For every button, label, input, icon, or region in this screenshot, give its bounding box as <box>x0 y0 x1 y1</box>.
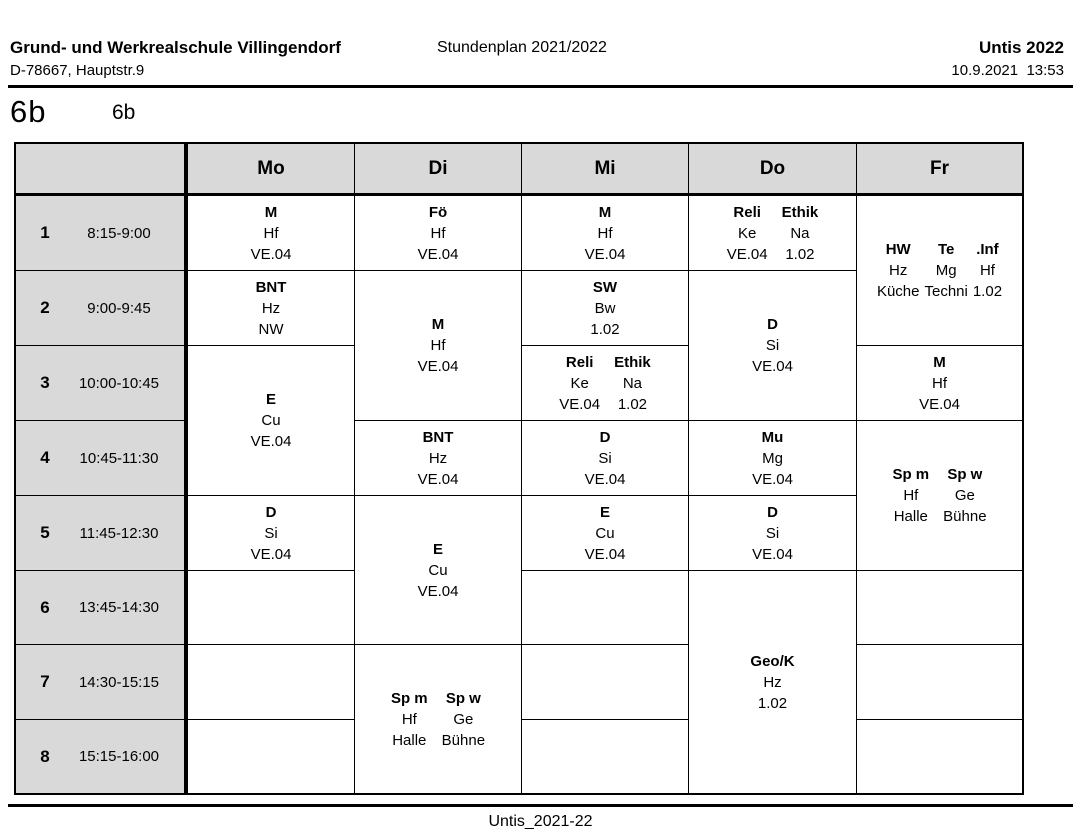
lesson-group <box>973 239 1002 302</box>
lesson-cell-do-5 <box>689 496 857 571</box>
period-time: 14:30-15:15 <box>78 673 160 691</box>
lesson-cell-do-1 <box>689 196 857 271</box>
lesson-subject: E <box>599 503 610 521</box>
lesson-subject: E <box>265 391 276 408</box>
lesson-group <box>919 352 960 415</box>
lesson-subject: D <box>767 316 778 333</box>
lesson-group <box>752 314 793 377</box>
lesson-subject: Reli <box>733 203 761 221</box>
day-header-mi: Mi <box>522 144 689 196</box>
lesson-room: VE.04 <box>417 245 459 263</box>
lesson-group <box>251 202 292 265</box>
period-number: 3 <box>40 373 50 392</box>
lesson-cell-mo-2 <box>188 271 355 346</box>
lesson-content <box>590 277 619 340</box>
lesson-teacher: Hf <box>401 710 417 728</box>
lesson-subject: Mu <box>761 428 784 446</box>
day-header-fr: Fr <box>857 144 1022 196</box>
school-address: D-78667, Hauptstr.9 <box>10 62 145 79</box>
period-number: 6 <box>40 597 50 617</box>
lesson-teacher: Mg <box>762 449 783 467</box>
lesson-content <box>752 314 793 377</box>
lesson-cell-fr-3 <box>857 346 1022 421</box>
lesson-teacher: Hz <box>261 299 281 317</box>
lesson-room: 1.02 <box>590 320 620 338</box>
lesson-content <box>877 239 1002 302</box>
lesson-subject: M <box>598 203 612 221</box>
lesson-cell-mi-5 <box>522 496 689 571</box>
lesson-teacher: Si <box>598 449 612 467</box>
lesson-content <box>418 202 459 265</box>
lesson-group <box>256 277 287 340</box>
lesson-content <box>752 502 793 565</box>
lesson-teacher: Ke <box>737 224 757 242</box>
lesson-teacher: Hf <box>903 487 919 504</box>
lesson-teacher: Mg <box>935 262 957 279</box>
lesson-room: Bühne <box>943 508 987 525</box>
lesson-group <box>892 464 929 527</box>
header-rule <box>8 85 1073 88</box>
period-cell-8 <box>16 720 188 793</box>
lesson-room: 1.02 <box>757 694 788 712</box>
lesson-room: VE.04 <box>417 358 459 375</box>
lesson-group <box>782 202 819 265</box>
lesson-content <box>585 427 626 490</box>
empty-cell <box>522 571 689 645</box>
timetable-grid <box>14 142 1024 795</box>
lesson-cell-mo-5 <box>188 496 355 571</box>
lesson-cell-do-4 <box>689 421 857 496</box>
lesson-subject: M <box>933 353 946 371</box>
lesson-group <box>442 688 485 751</box>
period-cell-1 <box>16 196 188 271</box>
empty-cell <box>857 571 1022 645</box>
plan-title: Stundenplan 2021/2022 <box>437 39 607 56</box>
lesson-room: VE.04 <box>250 545 292 563</box>
app-title: Untis 2022 <box>978 38 1064 57</box>
empty-cell <box>522 645 689 720</box>
lesson-teacher: Si <box>264 524 278 542</box>
lesson-subject: SW <box>592 278 618 296</box>
period-number: 4 <box>40 448 50 467</box>
period-cell-4 <box>16 421 188 496</box>
school-name: Grund- und Werkrealschule Villingendorf <box>10 38 341 57</box>
lesson-teacher: Cu <box>428 561 448 579</box>
lesson-subject: Sp m <box>390 689 428 707</box>
lesson-room: VE.04 <box>417 582 459 600</box>
lesson-group <box>559 352 600 415</box>
lesson-group <box>418 202 459 265</box>
lesson-subject: D <box>265 503 277 521</box>
lesson-cell-mi-1 <box>522 196 689 271</box>
lesson-group <box>251 502 292 565</box>
lesson-cell-fr-1 <box>857 196 1022 346</box>
lesson-room: 1.02 <box>972 283 1003 300</box>
lesson-room: VE.04 <box>726 245 768 263</box>
lesson-room: 1.02 <box>785 245 815 263</box>
lesson-cell-mi-4 <box>522 421 689 496</box>
lesson-group <box>752 427 793 490</box>
lesson-room: NW <box>258 320 284 338</box>
print-datetime: 10.9.2021 13:53 <box>951 62 1064 79</box>
lesson-group <box>585 427 626 490</box>
lesson-room: VE.04 <box>584 545 626 563</box>
period-cell-7 <box>16 645 188 720</box>
footer-label: Untis_2021-22 <box>488 813 593 830</box>
lesson-subject: BNT <box>255 278 287 296</box>
lesson-content <box>750 651 794 714</box>
lesson-room: VE.04 <box>584 470 626 488</box>
lesson-content <box>418 314 459 377</box>
lesson-content <box>251 502 292 565</box>
lesson-room: VE.04 <box>919 395 960 413</box>
lesson-content <box>418 539 459 602</box>
lesson-content <box>892 464 986 527</box>
lesson-group <box>750 651 794 714</box>
period-cell-6 <box>16 571 188 645</box>
lesson-cell-di-1 <box>355 196 522 271</box>
lesson-room: Bühne <box>441 731 486 749</box>
lesson-group <box>590 277 619 340</box>
lesson-subject: Sp w <box>947 466 983 483</box>
lesson-content <box>418 427 459 490</box>
period-time: 11:45-12:30 <box>79 524 159 542</box>
period-number: 8 <box>40 746 50 766</box>
period-cell-5 <box>16 496 188 571</box>
lesson-subject: Ethik <box>614 353 651 371</box>
empty-cell <box>857 645 1022 720</box>
lesson-room: VE.04 <box>584 245 626 263</box>
lesson-room: Halle <box>893 508 928 525</box>
empty-cell <box>522 720 689 793</box>
lesson-teacher: Hf <box>597 224 613 242</box>
period-number: 7 <box>40 672 50 691</box>
lesson-content <box>559 352 651 415</box>
period-cell-2 <box>16 271 188 346</box>
empty-cell <box>188 645 355 720</box>
lesson-room: VE.04 <box>752 470 793 488</box>
lesson-content <box>585 502 626 565</box>
lesson-subject: D <box>599 428 611 446</box>
period-time: 10:45-11:30 <box>79 449 159 467</box>
lesson-cell-mo-3 <box>188 346 355 496</box>
lesson-content <box>251 202 292 265</box>
lesson-group <box>943 464 986 527</box>
lesson-teacher: Hf <box>263 224 279 242</box>
day-header-di: Di <box>355 144 522 196</box>
lesson-teacher: Cu <box>595 524 615 542</box>
lesson-cell-di-2 <box>355 271 522 421</box>
period-time: 15:15-16:00 <box>78 748 160 765</box>
lesson-subject: BNT <box>422 428 454 446</box>
period-time: 8:15-9:00 <box>87 224 151 242</box>
lesson-subject: M <box>431 316 445 333</box>
lesson-subject: M <box>264 203 278 221</box>
lesson-group <box>418 314 459 377</box>
lesson-room: Küche <box>876 283 920 300</box>
lesson-cell-di-7 <box>355 645 522 793</box>
lesson-subject: Fö <box>428 203 448 221</box>
period-number: 1 <box>40 223 50 242</box>
empty-cell <box>857 720 1022 793</box>
lesson-cell-mi-2 <box>522 271 689 346</box>
lesson-teacher: Ge <box>954 487 975 504</box>
lesson-subject: E <box>432 540 443 558</box>
lesson-subject: D <box>767 503 778 521</box>
lesson-room: 1.02 <box>617 395 648 413</box>
lesson-subject: Te <box>937 241 955 258</box>
lesson-cell-do-2 <box>689 271 857 421</box>
lesson-teacher: Hf <box>430 224 446 242</box>
period-number: 5 <box>40 523 50 542</box>
lesson-teacher: Ke <box>570 374 589 392</box>
lesson-teacher: Hf <box>430 337 446 354</box>
lesson-room: VE.04 <box>559 395 601 413</box>
period-cell-3 <box>16 346 188 421</box>
lesson-content <box>256 277 287 340</box>
lesson-subject: Ethik <box>781 203 819 221</box>
lesson-subject: Sp w <box>445 689 481 707</box>
empty-cell <box>188 571 355 645</box>
lesson-teacher: Hz <box>428 449 448 467</box>
lesson-teacher: Cu <box>261 412 281 429</box>
period-time: 9:00-9:45 <box>87 299 151 317</box>
lesson-cell-do-6 <box>689 571 857 793</box>
lesson-group <box>585 202 626 265</box>
lesson-room: Halle <box>392 731 427 749</box>
lesson-group <box>418 539 459 602</box>
lesson-teacher: Hf <box>932 374 947 392</box>
lesson-cell-di-4 <box>355 421 522 496</box>
lesson-cell-mo-1 <box>188 196 355 271</box>
period-time: 13:45-14:30 <box>78 599 160 616</box>
day-header-do: Do <box>689 144 857 196</box>
lesson-teacher: Bw <box>594 299 616 317</box>
lesson-content <box>727 202 819 265</box>
lesson-cell-di-5 <box>355 496 522 645</box>
lesson-cell-mi-3 <box>522 346 689 421</box>
lesson-subject: HW <box>885 241 911 258</box>
lesson-subject: .Inf <box>976 241 999 258</box>
lesson-content <box>752 427 793 490</box>
lesson-group <box>752 502 793 565</box>
lesson-room: VE.04 <box>417 470 459 488</box>
lesson-group <box>251 389 292 452</box>
lesson-content <box>391 688 485 751</box>
lesson-content <box>585 202 626 265</box>
footer-rule <box>8 804 1073 807</box>
lesson-room: VE.04 <box>250 433 292 450</box>
class-title: 6b <box>10 94 47 129</box>
lesson-teacher: Si <box>765 524 780 542</box>
lesson-subject: Sp m <box>892 466 930 483</box>
lesson-room: VE.04 <box>250 245 292 263</box>
lesson-group <box>727 202 768 265</box>
lesson-teacher: Na <box>790 224 810 242</box>
lesson-teacher: Hf <box>979 262 995 279</box>
lesson-cell-fr-4 <box>857 421 1022 571</box>
lesson-subject: Reli <box>565 353 594 371</box>
lesson-subject: Geo/K <box>750 652 795 670</box>
period-number: 2 <box>40 298 50 317</box>
empty-cell <box>188 720 355 793</box>
lesson-group <box>877 239 920 302</box>
corner-cell <box>16 144 188 196</box>
class-subtitle: 6b <box>112 101 136 124</box>
lesson-teacher: Na <box>622 374 643 392</box>
lesson-group <box>614 352 651 415</box>
lesson-teacher: Si <box>765 337 780 354</box>
lesson-teacher: Hz <box>763 673 782 691</box>
lesson-content <box>251 389 292 452</box>
lesson-group <box>585 502 626 565</box>
lesson-group <box>418 427 459 490</box>
lesson-room: VE.04 <box>752 358 793 375</box>
lesson-group <box>924 239 967 302</box>
lesson-teacher: Hz <box>889 262 908 279</box>
lesson-content <box>919 352 960 415</box>
lesson-room: VE.04 <box>752 545 793 563</box>
lesson-group <box>391 688 428 751</box>
lesson-room: Techni <box>924 283 968 300</box>
period-time: 10:00-10:45 <box>78 374 160 392</box>
lesson-teacher: Ge <box>453 710 474 728</box>
day-header-mo: Mo <box>188 144 355 196</box>
